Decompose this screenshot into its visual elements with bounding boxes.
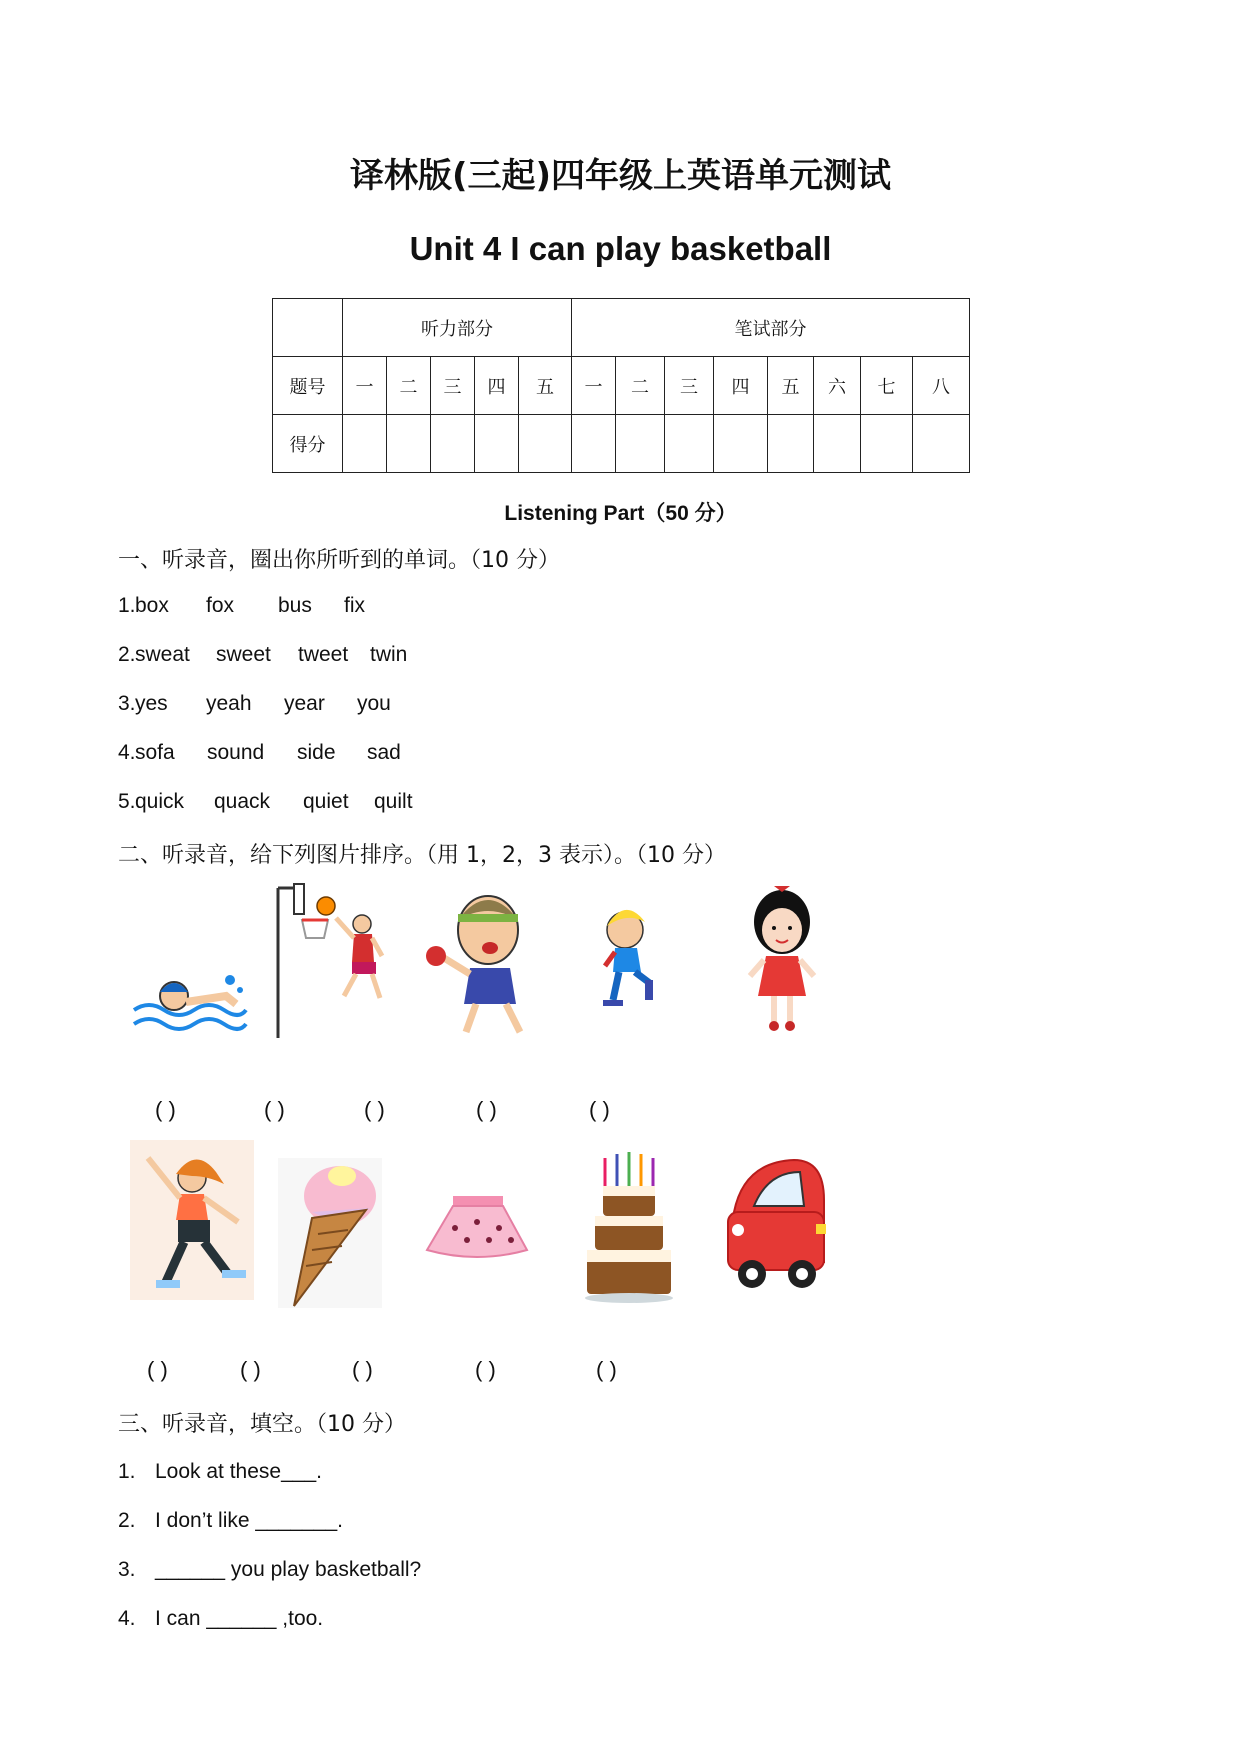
word-choice[interactable]: tweet (298, 643, 349, 666)
word-choice[interactable]: side (297, 741, 336, 764)
score-cell[interactable] (343, 415, 387, 473)
word-choice[interactable]: twin (370, 643, 408, 666)
basketball-icon (272, 880, 392, 1040)
item-text[interactable]: Look at these___. (155, 1460, 322, 1483)
word-choice[interactable]: yes (135, 692, 168, 715)
swimming-icon (130, 960, 248, 1040)
word-choice[interactable]: box (135, 594, 169, 617)
word-choice[interactable]: sad (367, 741, 401, 764)
score-cell[interactable] (714, 415, 768, 473)
writing-num: 三 (665, 357, 714, 415)
writing-num: 七 (861, 357, 913, 415)
score-cell[interactable] (431, 415, 475, 473)
row-number: 2. (118, 643, 136, 666)
score-cell[interactable] (768, 415, 814, 473)
word-row (118, 741, 518, 771)
answer-paren[interactable]: ( ) (155, 1097, 176, 1122)
listening-num: 一 (343, 357, 387, 415)
word-choice[interactable]: year (284, 692, 325, 715)
answer-paren[interactable]: ( ) (352, 1357, 373, 1382)
row-number: 4. (118, 741, 136, 764)
item-number: 2. (118, 1509, 136, 1532)
score-cell[interactable] (814, 415, 861, 473)
word-row (118, 790, 518, 820)
page-title-cn: 译林版(三起)四年级上英语单元测试 (349, 156, 892, 196)
word-choice[interactable]: fix (344, 594, 365, 617)
dancing-girl-icon (130, 1140, 254, 1300)
car-icon (720, 1152, 830, 1302)
word-choice[interactable]: quilt (374, 790, 413, 813)
word-choice[interactable]: sweet (216, 643, 271, 666)
word-choice[interactable]: fox (206, 594, 235, 617)
writing-num: 五 (768, 357, 814, 415)
answer-paren[interactable]: ( ) (264, 1097, 285, 1122)
score-cell[interactable] (616, 415, 665, 473)
score-cell[interactable] (665, 415, 714, 473)
writing-num: 二 (616, 357, 665, 415)
fill-in-item (118, 1509, 818, 1539)
score-cell[interactable] (387, 415, 431, 473)
ping-pong-icon (420, 880, 540, 1040)
word-choice[interactable]: quick (135, 790, 185, 813)
skating-icon (585, 900, 675, 1020)
answer-paren[interactable]: ( ) (147, 1357, 168, 1382)
word-choice[interactable]: you (357, 692, 391, 715)
word-row (118, 692, 518, 722)
listening-num: 五 (519, 357, 572, 415)
answer-paren[interactable]: ( ) (240, 1357, 261, 1382)
word-choice[interactable]: yeah (206, 692, 252, 715)
row-number: 1. (118, 594, 136, 617)
score-table-corner (273, 299, 343, 357)
row-label-score: 得分 (273, 415, 343, 473)
item-number: 1. (118, 1460, 136, 1483)
answer-paren[interactable]: ( ) (589, 1097, 610, 1122)
listening-num: 三 (431, 357, 475, 415)
writing-num: 一 (572, 357, 616, 415)
score-cell[interactable] (861, 415, 913, 473)
fill-in-item (118, 1460, 818, 1490)
doll-icon (738, 880, 828, 1040)
listening-num: 四 (475, 357, 519, 415)
item-text[interactable]: I don’t like _______. (155, 1509, 343, 1532)
page-title-en: Unit 4 I can play basketball (409, 230, 832, 267)
skirt-icon (425, 1192, 529, 1260)
cake-icon (585, 1150, 675, 1304)
score-cell[interactable] (913, 415, 970, 473)
item-text[interactable]: ______ you play basketball? (155, 1558, 422, 1581)
fill-in-item (118, 1558, 818, 1588)
item-number: 3. (118, 1558, 136, 1581)
row-number: 5. (118, 790, 136, 813)
score-cell[interactable] (572, 415, 616, 473)
writing-header: 笔试部分 (572, 299, 970, 357)
section2-title: 二、听录音，给下列图片排序。（用 1，2，3 表示）。（10 分） (118, 843, 726, 868)
word-row (118, 594, 518, 624)
score-cell[interactable] (475, 415, 519, 473)
word-choice[interactable]: sweat (135, 643, 190, 666)
answer-paren[interactable]: ( ) (596, 1357, 617, 1382)
item-text[interactable]: I can ______ ,too. (155, 1607, 324, 1630)
word-choice[interactable]: bus (278, 594, 312, 617)
word-choice[interactable]: quack (214, 790, 271, 813)
answer-paren[interactable]: ( ) (475, 1357, 496, 1382)
answer-paren[interactable]: ( ) (476, 1097, 497, 1122)
score-table (272, 298, 970, 473)
fill-in-item (118, 1607, 818, 1637)
listening-part-title: Listening Part（50 分） (504, 502, 737, 525)
listening-header: 听力部分 (343, 299, 572, 357)
row-number: 3. (118, 692, 136, 715)
word-choice[interactable]: quiet (303, 790, 349, 813)
row-label-number: 题号 (273, 357, 343, 415)
writing-num: 八 (913, 357, 970, 415)
section3-title: 三、听录音，填空。（10 分） (118, 1412, 406, 1437)
answer-paren[interactable]: ( ) (364, 1097, 385, 1122)
writing-num: 六 (814, 357, 861, 415)
item-number: 4. (118, 1607, 136, 1630)
writing-num: 四 (714, 357, 768, 415)
word-choice[interactable]: sofa (135, 741, 175, 764)
score-cell[interactable] (519, 415, 572, 473)
ice-cream-icon (278, 1158, 382, 1308)
word-row (118, 643, 518, 673)
word-choice[interactable]: sound (207, 741, 265, 764)
section1-title: 一、听录音，圈出你所听到的单词。（10 分） (118, 548, 560, 573)
listening-num: 二 (387, 357, 431, 415)
